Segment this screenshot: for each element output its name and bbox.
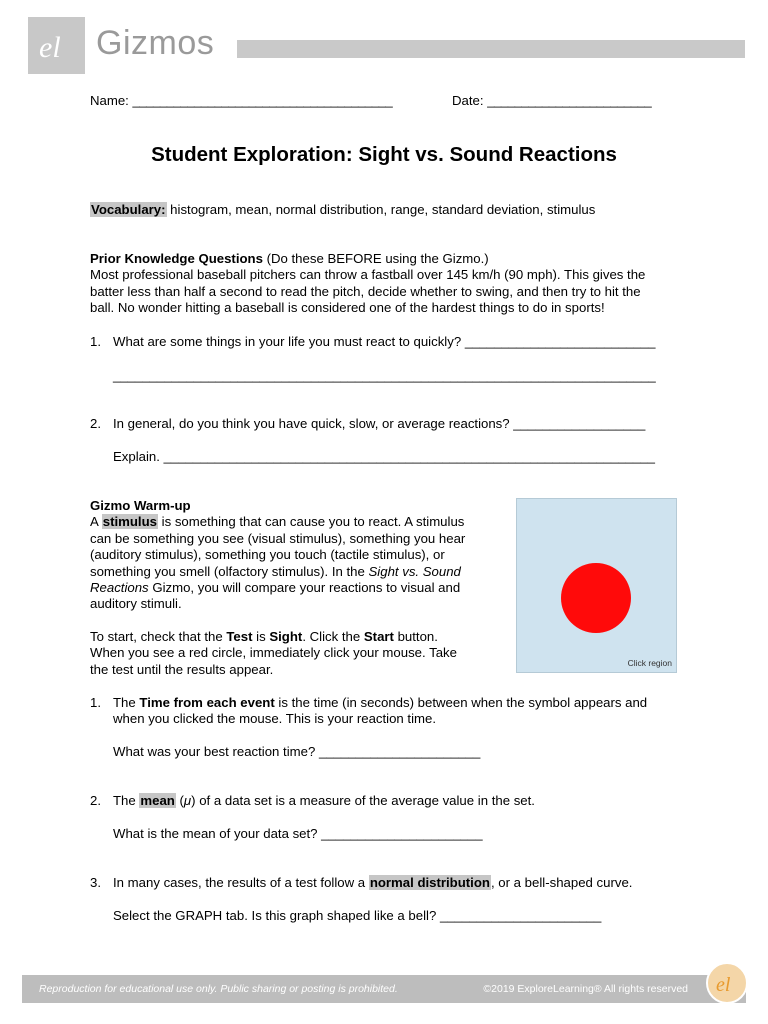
explorelearning-logo bbox=[28, 17, 85, 74]
footer-el-logo-icon bbox=[706, 962, 748, 1004]
logo-text: el bbox=[39, 31, 61, 64]
warmup-p1-line-1: A stimulus is something that can cause you to react. A stimulus bbox=[90, 514, 465, 530]
name-label: Name: bbox=[90, 93, 129, 108]
pk-question-2-explain[interactable]: Explain. ___________________________________________________________________ bbox=[113, 449, 655, 464]
pk-question-1-answer-line[interactable]: __________________________________________________________________________ bbox=[113, 368, 656, 383]
warmup-question-3-number: 3. bbox=[90, 875, 101, 890]
warmup-p2-line-1: To start, check that the Test is Sight. Click the Start button. bbox=[90, 628, 438, 644]
prior-knowledge-section bbox=[90, 251, 690, 317]
prior-knowledge-heading: Prior Knowledge Questions bbox=[90, 251, 263, 266]
warmup-question-2-ask[interactable]: What is the mean of your data set? ______________________ bbox=[113, 826, 483, 841]
prior-knowledge-line-1: Most professional baseball pitchers can throw a fastball over 145 km/h (90 mph). This gives the bbox=[90, 267, 646, 283]
prior-knowledge-note: (Do these BEFORE using the Gizmo.) bbox=[262, 251, 489, 266]
mean-term: mean bbox=[140, 793, 175, 808]
warmup-p1-line-2: can be something you see (visual stimulus), something you hear bbox=[90, 530, 466, 546]
warmup-p2-line-2: When you see a red circle, immediately click your mouse. Take bbox=[90, 645, 457, 661]
footer-disclaimer: Reproduction for educational use only. Public sharing or posting is prohibited. bbox=[39, 983, 398, 995]
vocabulary-label: Vocabulary: bbox=[91, 202, 166, 217]
warmup-p2-line-3: the test until the results appear. bbox=[90, 661, 274, 677]
warmup-question-1-ask[interactable]: What was your best reaction time? ______________________ bbox=[113, 744, 481, 759]
vocabulary-terms: histogram, mean, normal distribution, range, standard deviation, stimulus bbox=[166, 202, 596, 217]
svg-text:el: el bbox=[716, 974, 731, 996]
name-field bbox=[90, 93, 392, 109]
warmup-question-1-number: 1. bbox=[90, 695, 101, 710]
brand-name: Gizmos bbox=[96, 24, 215, 62]
warmup-question-2: The mean (μ) of a data set is a measure of the average value in the set. bbox=[113, 793, 535, 808]
red-circle-stimulus bbox=[561, 563, 631, 633]
name-blank[interactable]: ______________________________________ bbox=[132, 93, 393, 108]
date-field bbox=[452, 93, 651, 109]
normal-distribution-term: normal distribution bbox=[369, 875, 490, 890]
prior-knowledge-line-3: ball. No wonder hitting a baseball is considered one of the hardest things to do in sports! bbox=[90, 300, 605, 316]
stimulus-term: stimulus bbox=[102, 514, 157, 530]
prior-knowledge-line-2: batter less than half a second to read the pitch, decide whether to swing, and then try to hit the bbox=[90, 283, 641, 299]
date-label: Date: bbox=[452, 93, 484, 108]
warmup-p1-line-4: something you smell (olfactory stimulus). In the Sight vs. Sound bbox=[90, 563, 461, 579]
header-bar bbox=[237, 40, 745, 58]
warmup-section bbox=[90, 498, 500, 678]
warmup-p1-line-6: auditory stimuli. bbox=[90, 596, 182, 612]
time-from-each-event-term: Time from each event bbox=[139, 695, 275, 710]
pk-question-2-text[interactable]: In general, do you think you have quick, slow, or average reactions? __________________ bbox=[113, 416, 646, 431]
footer-copyright: ©2019 ExploreLearning® All rights reserved bbox=[483, 983, 688, 995]
warmup-question-3: In many cases, the results of a test follow a normal distribution, or a bell-shaped curve. bbox=[113, 875, 633, 890]
warmup-question-1: The Time from each event is the time (in seconds) between when the symbol appears and when you clicked the mouse. This is your reaction time. bbox=[113, 695, 648, 727]
warmup-question-3-ask[interactable]: Select the GRAPH tab. Is this graph shaped like a bell? ______________________ bbox=[113, 908, 602, 923]
vocabulary-line bbox=[90, 202, 595, 218]
footer-bar bbox=[22, 975, 746, 1003]
warmup-heading: Gizmo Warm-up bbox=[90, 498, 191, 513]
click-region-caption: Click region bbox=[627, 658, 672, 668]
warmup-p1-line-5: Reactions Gizmo, you will compare your reactions to visual and bbox=[90, 580, 461, 596]
prior-knowledge-heading-line bbox=[90, 251, 690, 267]
pk-question-1-text[interactable]: What are some things in your life you must react to quickly? __________________________ bbox=[113, 334, 656, 349]
date-blank[interactable]: ________________________ bbox=[487, 93, 652, 108]
warmup-question-2-number: 2. bbox=[90, 793, 101, 808]
warmup-p1-line-3: (auditory stimulus), something you touch (tactile stimulus), or bbox=[90, 547, 445, 563]
gizmo-click-region-image bbox=[516, 498, 677, 673]
page-title: Student Exploration: Sight vs. Sound Reactions bbox=[151, 143, 617, 166]
pk-question-2-number: 2. bbox=[90, 416, 101, 431]
pk-question-1-number: 1. bbox=[90, 334, 101, 349]
